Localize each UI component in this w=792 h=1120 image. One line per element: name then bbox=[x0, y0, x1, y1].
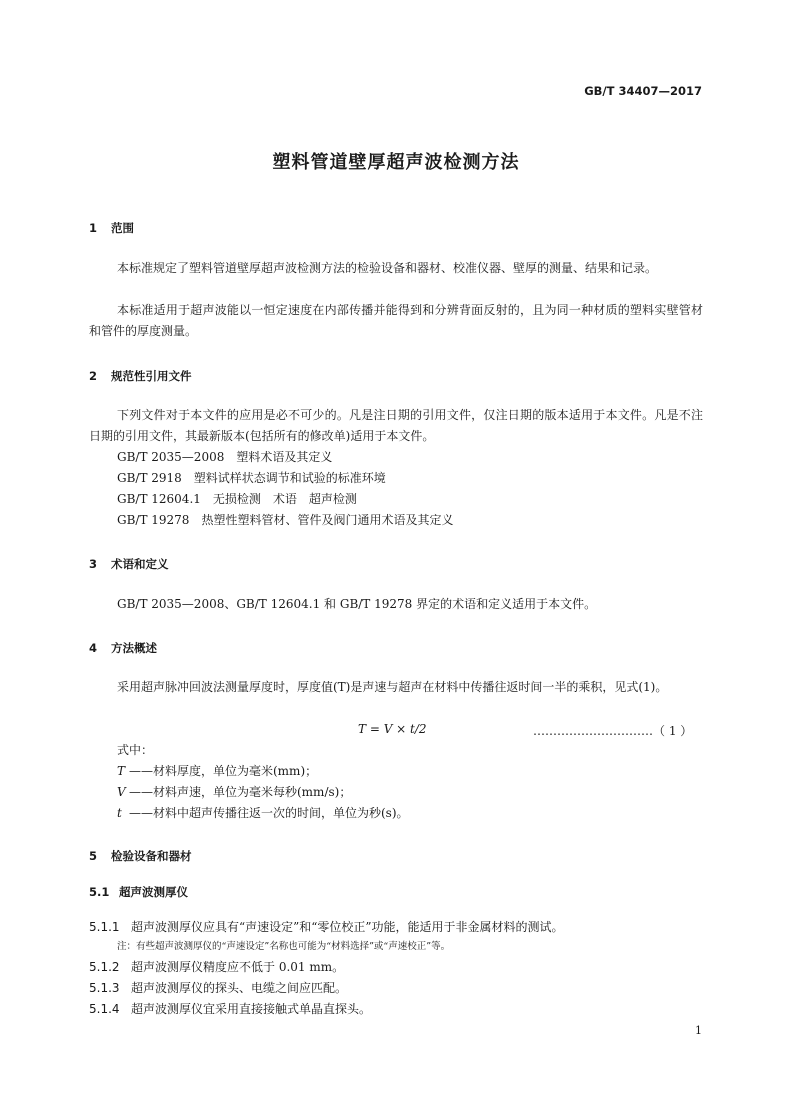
section-title: 规范性引用文件 bbox=[111, 369, 192, 383]
section-1-heading bbox=[89, 220, 134, 236]
note: 注：有些超声波测厚仪的“声速设定”名称也可能为“材料选择”或“声速校正”等。 bbox=[117, 941, 451, 952]
variable-symbol: V bbox=[117, 785, 126, 799]
clause-5-1-4 bbox=[89, 1000, 371, 1017]
reference-item: GB/T 19278 热塑性塑料管材、管件及阀门通用术语及其定义 bbox=[117, 513, 454, 527]
section-title: 范围 bbox=[111, 221, 134, 235]
reference-item: GB/T 12604.1 无损检测 术语 超声检测 bbox=[117, 492, 357, 506]
section-4-heading bbox=[89, 640, 157, 656]
clause-text: 超声波测厚仪精度应不低于 0.01 mm。 bbox=[131, 960, 345, 974]
section-5-heading bbox=[89, 848, 192, 864]
formula: T = V × t/2 bbox=[358, 722, 427, 736]
variable-description: ——材料声速，单位为毫米每秒(mm/s)； bbox=[129, 785, 352, 799]
references-intro: 下列文件对于本文件的应用是必不可少的。凡是注日期的引用文件，仅注日期的版本适用于本文件。凡是不注日期的引用文件，其最新版本(包括所有的修改单)适用于本文件。 bbox=[89, 408, 703, 443]
reference-item: GB/T 2035—2008 塑料术语及其定义 bbox=[117, 450, 333, 464]
page-number: 1 bbox=[695, 1024, 702, 1037]
section-title: 方法概述 bbox=[111, 641, 157, 655]
clause-number: 5.1.1 bbox=[89, 920, 120, 934]
section-number: 1 bbox=[89, 221, 98, 235]
scope-paragraph-2: 本标准适用于超声波能以一恒定速度在内部传播并能得到和分辨背面反射的，且为同一种材质的塑料实壁管材和管件的厚度测量。 bbox=[89, 303, 703, 338]
variable-description: ——材料中超声传播往返一次的时间，单位为秒(s)。 bbox=[129, 806, 409, 820]
clause-5-1-2 bbox=[89, 958, 344, 975]
standard-code: GB/T 34407—2017 bbox=[584, 84, 702, 98]
variable-definition bbox=[117, 803, 409, 824]
method-overview-text: 采用超声脉冲回波法测量厚度时，厚度值(T)是声速与超声在材料中传播往返时间一半的乘积，见式(1)。 bbox=[117, 680, 668, 694]
variable-definition bbox=[117, 761, 317, 782]
subsection-title: 超声波测厚仪 bbox=[119, 885, 188, 899]
formula-number: …………………………（ 1 ） bbox=[533, 724, 693, 738]
scope-paragraph-1: 本标准规定了塑料管道壁厚超声波检测方法的检验设备和器材、校准仪器、壁厚的测量、结果和记录。 bbox=[117, 261, 658, 275]
terms-text: GB/T 2035—2008、GB/T 12604.1 和 GB/T 19278 界定的术语和定义适用于本文件。 bbox=[117, 597, 597, 611]
section-number: 4 bbox=[89, 641, 98, 655]
section-number: 2 bbox=[89, 369, 98, 383]
clause-5-1-1 bbox=[89, 918, 564, 935]
clause-text: 超声波测厚仪应具有“声速设定”和“零位校正”功能，能适用于非金属材料的测试。 bbox=[131, 920, 564, 934]
reference-item: GB/T 2918 塑料试样状态调节和试验的标准环境 bbox=[117, 471, 386, 485]
section-number: 5 bbox=[89, 849, 98, 863]
variable-definition bbox=[117, 782, 351, 803]
document-title: 塑料管道壁厚超声波检测方法 bbox=[272, 152, 520, 173]
clause-5-1-3 bbox=[89, 979, 347, 996]
variable-symbol: t bbox=[117, 806, 122, 820]
clause-text: 超声波测厚仪的探头、电缆之间应匹配。 bbox=[131, 981, 348, 995]
subsection-5-1-heading bbox=[89, 884, 188, 900]
section-number: 3 bbox=[89, 557, 98, 571]
section-3-heading bbox=[89, 556, 169, 572]
section-2-heading bbox=[89, 368, 192, 384]
clause-text: 超声波测厚仪宜采用直接接触式单晶直探头。 bbox=[131, 1002, 372, 1016]
clause-number: 5.1.4 bbox=[89, 1002, 120, 1016]
section-title: 检验设备和器材 bbox=[111, 849, 192, 863]
where-label: 式中： bbox=[117, 743, 154, 757]
subsection-number: 5.1 bbox=[89, 885, 110, 899]
section-title: 术语和定义 bbox=[111, 557, 169, 571]
variable-symbol: T bbox=[117, 764, 126, 778]
variable-description: ——材料厚度，单位为毫米(mm)； bbox=[129, 764, 318, 778]
clause-number: 5.1.2 bbox=[89, 960, 120, 974]
clause-number: 5.1.3 bbox=[89, 981, 120, 995]
